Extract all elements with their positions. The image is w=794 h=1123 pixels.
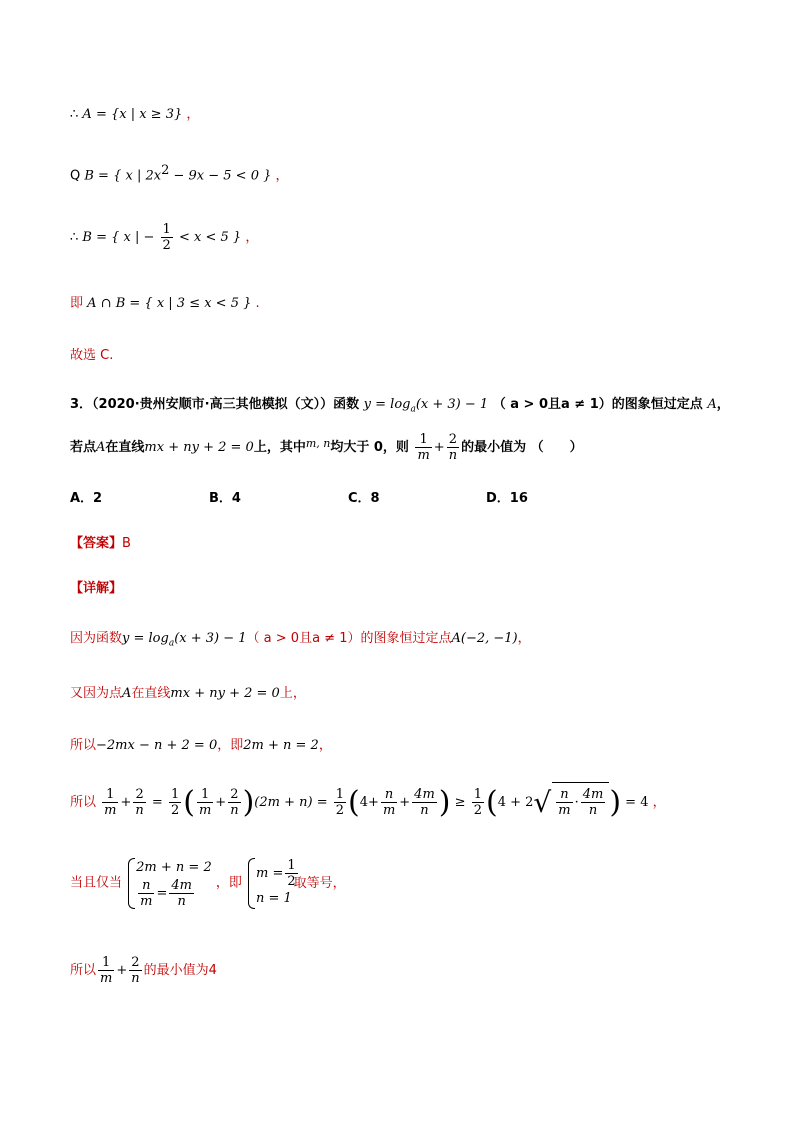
answer-line — [70, 535, 131, 553]
variables-mn: m, n — [305, 437, 331, 450]
point-a: A — [707, 397, 717, 412]
option-b: B．4 — [209, 491, 241, 506]
answer-tag: 【答案】 — [70, 536, 123, 551]
fraction-1-over-m: $\frac{1}{m}$ — [417, 432, 430, 463]
log-function: $y = \log_a(x + 3) - 1$ — [363, 397, 489, 415]
solution-line1: 因为函数$y = \log_a(x + 3) - 1$（ a > 0且a ≠ 1）的图象恒过定点A(−2, −1)， — [70, 631, 531, 649]
question-number: 3． — [70, 397, 93, 412]
fraction-2-over-n: $\frac{2}{n}$ — [448, 432, 458, 463]
therefore-symbol: ∴ — [70, 107, 79, 122]
fixed-point: A(−2, −1) — [451, 631, 518, 646]
question-text: 函数 — [333, 397, 360, 412]
question-condition: （ a > 0且a ≠ 1） — [492, 397, 612, 412]
line-choose-c: 故选 C. — [70, 348, 114, 363]
question-3-line2: 若点A在直线mx + ny + 2 = 0上，其中$^{m, n}$均大于 0，则 $\frac{1}{m}$ + $\frac{2}{n}$ 的最小值为 （ ） — [70, 432, 583, 463]
set-b-range-part2: < x < 5 } — [178, 230, 242, 245]
question-text: 的图象恒过定点 — [611, 397, 703, 412]
expression: $\frac{1}{m}$ + $\frac{2}{n}$ — [100, 955, 140, 986]
punctuation: ， — [245, 230, 259, 245]
question-3-line1: 3．（2020·贵州安顺市·高三其他模拟（文））函数 $y = \log_a(x + 3) - 1$ （ a > 0且a ≠ 1）的图象恒过定点 A， — [70, 397, 730, 415]
line-set-a — [70, 106, 199, 124]
solution-line2: 又因为点A在直线mx + ny + 2 = 0上， — [70, 686, 306, 701]
set-a-formula: A = {x | x ≥ 3} — [82, 107, 183, 122]
question-source: （2020·贵州安顺市·高三其他模拟（文）） — [92, 397, 334, 412]
set-b-formula-part1: B = { x | 2x — [84, 168, 162, 184]
line-set-b-solved — [70, 222, 258, 253]
punctuation: ， — [275, 168, 289, 184]
final-value: 4 — [208, 963, 217, 978]
inequality-chain: $\frac{1}{m}$ + $\frac{2}{n}$ = $\frac{1}{2}$ ( $\frac{1}{m}$ + $\frac{2}{n}$ )(2m + n) = $\frac{1}{2}$ (4+ $\frac{n}{m}$ + $\frac{4m}{n}$ ) ≥ $\frac{1}{2}$ (4 + 2√ $\frac{n}{m}$ · $\frac{4m}{n}$ ) = 4 — [100, 795, 652, 810]
solution-line6: 所以 $\frac{1}{m}$ + $\frac{2}{n}$ 的最小值为4 — [70, 955, 217, 986]
line-set-b-def — [70, 162, 289, 185]
solution-line3: 所以−2mx − n + 2 = 0，即2m + n = 2， — [70, 738, 332, 753]
solution-line5: 当且仅当 2m + n = 2 $\frac{n}{m}$ = $\frac{4m}{n}$ ，即 m = $\frac{1}{2}$ n = 1 取等号， — [70, 858, 346, 909]
equation-system: 2m + n = 2 $\frac{n}{m}$ = $\frac{4m}{n}$ — [126, 858, 212, 909]
detail-tag: 【详解】 — [70, 581, 123, 596]
punctuation: . — [255, 296, 260, 311]
option-c: C．8 — [348, 491, 380, 506]
option-a: A．2 — [70, 491, 103, 506]
therefore-symbol: ∴ — [70, 230, 79, 245]
solution-values: m = $\frac{1}{2}$ n = 1 — [246, 858, 300, 909]
line-equation: mx + ny + 2 = 0 — [144, 440, 254, 455]
intersection-formula: A ∩ B = { x | 3 ≤ x < 5 } — [87, 296, 252, 311]
log-function: $y = \log_a(x + 3) - 1$ — [122, 631, 247, 649]
because-symbol: Q — [70, 168, 81, 184]
solution-line4: 所以 $\frac{1}{m}$ + $\frac{2}{n}$ = $\frac{1}{2}$ ( $\frac{1}{m}$ + $\frac{2}{n}$ )(2m + n) = $\frac{1}{2}$ (4+ $\frac{n}{m}$ + $\frac{4m}{n}$ ) ≥ $\frac{1}{2}$ (4 + 2√ $\frac{n}{m}$ · $\frac{4m}{n}$ ) = 4 ， — [70, 782, 666, 823]
conclusion-word: 即 — [70, 296, 84, 311]
set-b-range-part1: B = { x | − — [82, 230, 155, 245]
line-intersection — [70, 295, 260, 313]
fraction-one-half: $\frac{1}{2}$ — [162, 222, 171, 253]
set-b-formula-part2: − 9x − 5 < 0 } — [169, 168, 272, 184]
exponent: 2 — [161, 163, 170, 178]
answer-value: B — [122, 536, 131, 551]
option-d: D．16 — [486, 491, 528, 506]
punctuation: ， — [186, 107, 200, 122]
